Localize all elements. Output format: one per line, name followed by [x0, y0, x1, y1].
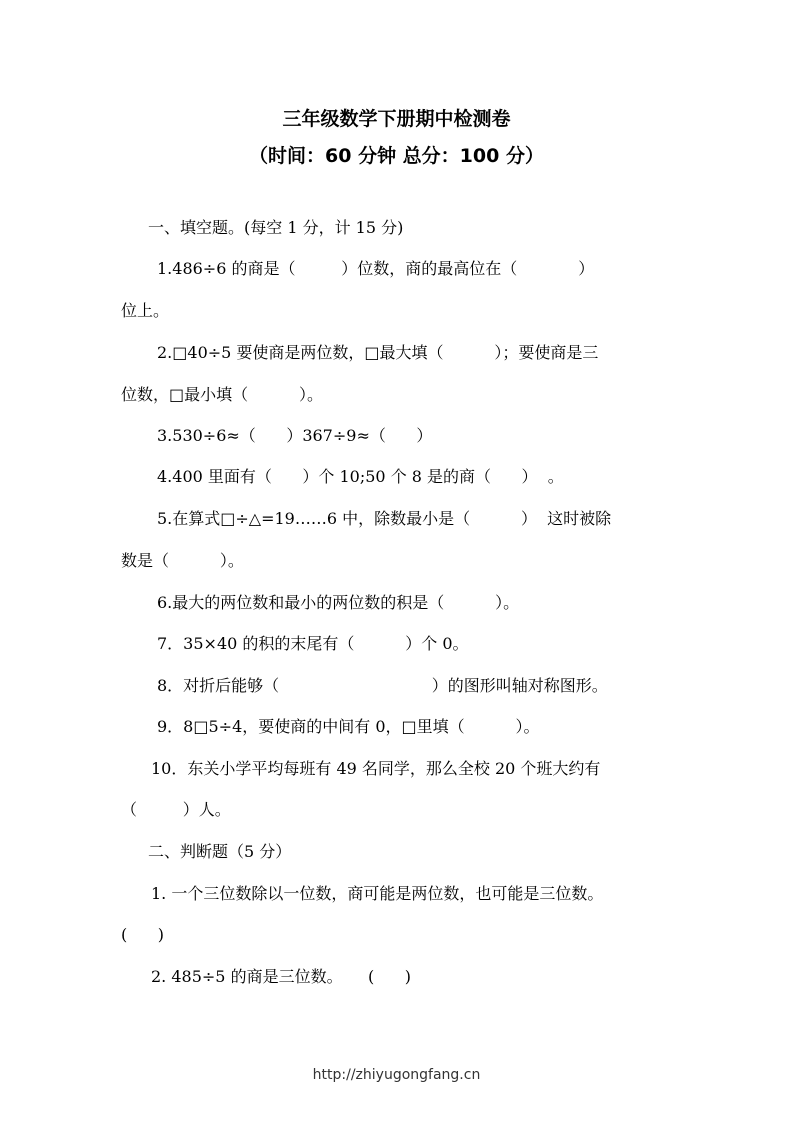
section-heading-true-false: 二、判断题（5 分）: [148, 842, 292, 861]
question-line: 10．东关小学平均每班有 49 名同学，那么全校 20 个班大约有: [151, 759, 601, 778]
question-line: ( ): [121, 925, 164, 944]
question-line: 6.最大的两位数和最小的两位数的积是（ ）。: [157, 593, 520, 612]
question-line: 1.486÷6 的商是（ ）位数，商的最高位在（ ）: [157, 259, 595, 278]
question-line: （ ）人。: [121, 800, 231, 819]
question-line: 位数，□最小填（ ）。: [121, 385, 323, 404]
question-line: 位上。: [121, 301, 170, 320]
question-line: 4.400 里面有（ ）个 10;50 个 8 是的商（ ） 。: [157, 467, 564, 486]
question-line: 7．35×40 的积的末尾有（ ）个 0。: [157, 634, 469, 653]
question-line: 数是（ ）。: [121, 551, 244, 570]
question-line: 9．8□5÷4，要使商的中间有 0，□里填（ ）。: [157, 717, 540, 736]
page-subtitle: （时间：60 分钟 总分：100 分）: [249, 145, 544, 167]
footer-url: http://zhiyugongfang.cn: [312, 1067, 481, 1083]
page-title: 三年级数学下册期中检测卷: [282, 108, 511, 130]
question-line: 5.在算式□÷△=19……6 中，除数最小是（ ） 这时被除: [157, 509, 612, 528]
question-line: 8．对折后能够（ ）的图形叫轴对称图形。: [157, 676, 608, 695]
section-heading-fill-in: 一、填空题。(每空 1 分，计 15 分): [148, 218, 404, 237]
question-line: 2. 485÷5 的商是三位数。 ( ): [151, 967, 411, 986]
question-line: 2.□40÷5 要使商是两位数，□最大填（ ）；要使商是三: [157, 343, 599, 362]
question-line: 3.530÷6≈（ ）367÷9≈（ ）: [157, 426, 433, 445]
question-line: 1. 一个三位数除以一位数，商可能是两位数，也可能是三位数。: [151, 884, 604, 903]
